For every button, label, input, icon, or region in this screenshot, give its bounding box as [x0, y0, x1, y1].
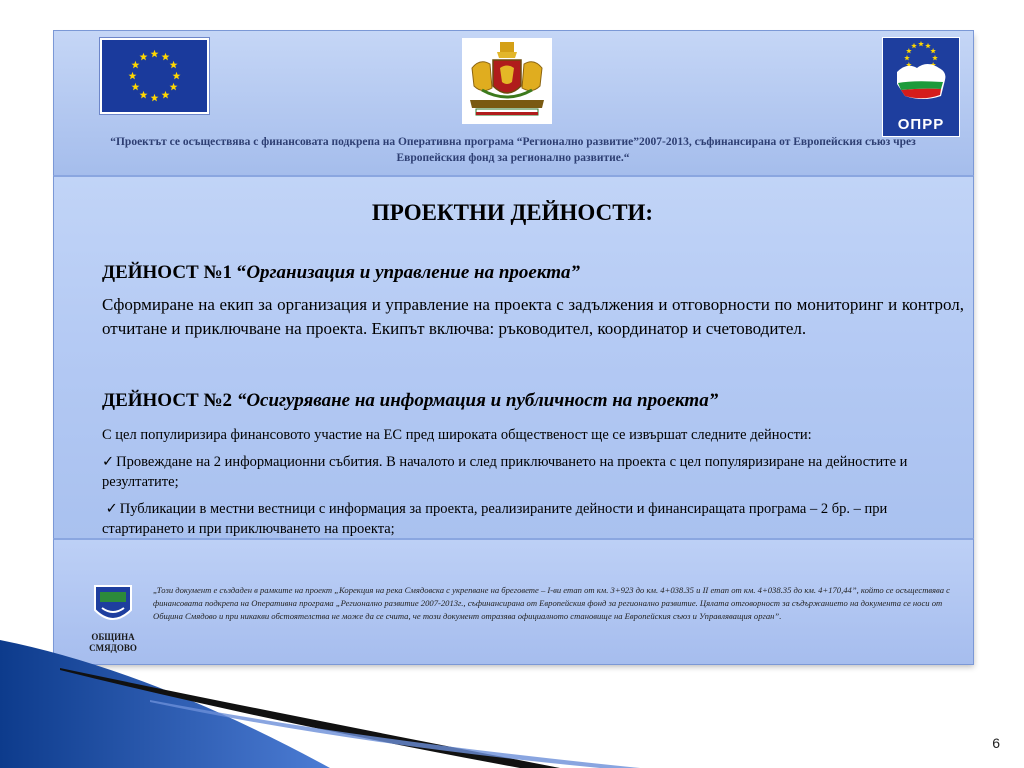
activity1-name: Организация и управление на проекта”: [246, 262, 580, 283]
activity2-item-2-text: Публикации в местни вестници с информация за проекта, реализираните дейности и финансиращата програма – 2 бр. – при стартирането и при приключването на проекта;: [102, 501, 888, 537]
activity2-item-1: [102, 452, 964, 492]
activity2-item-1-text: Провеждане на 2 информационни събития. В началото и след приключването на проекта с цел популяризиране на дейностите и резултатите;: [102, 454, 908, 490]
activity1-description: Сформиране на екип за организация и управление на проекта с задължения и отговорности по мониторинг и контрол, отчитане и приключване на проекта. Екипът включва: ръководител, координатор и счетоводител.: [102, 295, 964, 338]
activity2-name: “Осигуряване на информация и публичност на проекта”: [236, 390, 719, 411]
smyadovo-crest-icon: [92, 584, 134, 628]
checkmark-icon: ✓: [102, 454, 115, 470]
activity1-prefix: ДЕЙНОСТ №1 “: [102, 262, 247, 283]
funding-statement-line2: Европейския фонд за регионално развитие.“: [396, 152, 630, 164]
activity1-heading: [102, 262, 580, 284]
activity2-prefix: ДЕЙНОСТ №2: [102, 390, 237, 411]
funding-statement-line1: “Проектът се осъществява с финансовата подкрепа на Оперативна програма “Регионално развитие”2007-2013, съфинансирана от Европейския съюз чрез: [110, 136, 916, 148]
page-title: ПРОЕКТНИ ДЕЙНОСТИ:: [371, 200, 654, 225]
eu-flag-icon: [100, 38, 209, 114]
activity2-item-2: [102, 499, 964, 539]
page-number: 6: [992, 735, 1000, 751]
opr-logo-icon: [882, 37, 960, 137]
checkmark-icon: ✓: [102, 501, 118, 517]
municipality-label-line2: СМЯДОВО: [89, 643, 137, 653]
decorative-swoosh: [0, 640, 640, 768]
footer-disclaimer: „Този документ е създаден в рамките на проект „Корекция на река Смядовска с укрепване на бреговете – I-ви етап от км. 3+923 до км. 4+038.35 и II етап от км. 4+038.35 до км. 4+170,44”, който се осъществява с финансовата подкрепа на Оперативна програма „Регионално развитие 2007-2013г., съфинансирана от Европейския фонд за регионално развитие. Цялата отговорност за съдържанието на документа се носи от Община Смядово и при никакви обстоятелства не може да се счита, че този документ отразява официалното становище на Европейския съюз и Управляващия орган”.: [153, 585, 950, 621]
bulgarian-coat-of-arms-icon: [462, 38, 552, 124]
municipality-label-line1: ОБЩИНА: [91, 632, 135, 642]
opr-logo-label: ОПРР: [883, 114, 959, 136]
funding-statement: [58, 134, 968, 166]
activity2-intro: С цел популиризира финансовото участие на ЕС пред широката общественост ще се извършат следните дейности:: [102, 427, 812, 443]
activity2-heading: [102, 390, 718, 412]
